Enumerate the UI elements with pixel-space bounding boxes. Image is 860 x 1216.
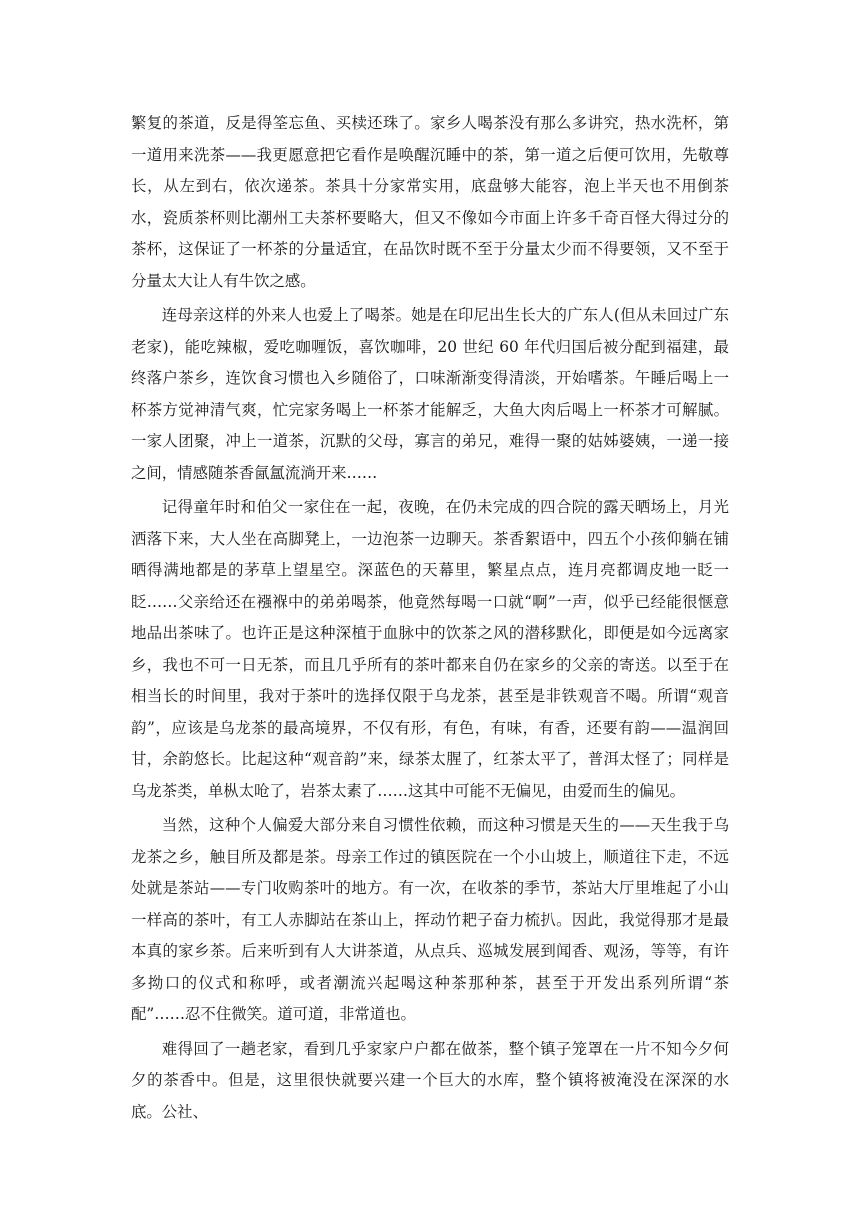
paragraph-mother-tea: 连母亲这样的外来人也爱上了喝茶。她是在印尼出生长大的广东人(但从未回过广东老家)，能吃辣椒，爱吃咖喱饭，喜饮咖啡，20 世纪 60 年代归国后被分配到福建，最终落户茶乡，连饮食习惯也入乡随俗了，口味渐渐变得清淡，开始嗜茶。午睡后喝上一杯茶方觉神清气爽，忙完家务喝上一杯茶才能解乏，大鱼大肉后喝上一杯茶才可解腻。一家人团聚，冲上一道茶，沉默的父母，寡言的弟兄，难得一聚的姑姊婆姨，一递一接之间，情感随茶香氤氲流淌开来……: [131, 306, 729, 482]
paragraph-continued: 繁复的茶道，反是得筌忘鱼、买椟还珠了。家乡人喝茶没有那么多讲究，热水洗杯，第一道用来洗茶——我更愿意把它看作是唤醒沉睡中的茶，第一道之后便可饮用，先敬尊长，从左到右，依次递茶。茶具十分家常实用，底盘够大能容，泡上半天也不用倒茶水，瓷质茶杯则比潮州工夫茶杯要略大，但又不像如今市面上许多千奇百怪大得过分的茶杯，这保证了一杯茶的分量适宜，在品饮时既不至于分量太少而不得要领，又不至于分量太大让人有牛饮之感。: [131, 114, 729, 290]
paragraph-childhood-memory: 记得童年时和伯父一家住在一起，夜晚，在仍未完成的四合院的露天晒场上，月光洒落下来，大人坐在高脚凳上，一边泡茶一边聊天。茶香絮语中，四五个小孩仰躺在铺晒得满地都是的茅草上望星空。深蓝色的天幕里，繁星点点，连月亮都调皮地一眨一眨……父亲给还在襁褓中的弟弟喝茶，他竟然每喝一口就“啊”一声，似乎已经能很惬意地品出茶味了。也许正是这种深植于血脉中的饮茶之风的潜移默化，即便是如今远离家乡，我也不可一日无茶，而且几乎所有的茶叶都来自仍在家乡的父亲的寄送。以至于在相当长的时间里，我对于茶叶的选择仅限于乌龙茶，甚至是非铁观音不喝。所谓“观音韵”，应该是乌龙茶的最高境界，不仅有形，有色，有味，有香，还要有韵——温润回甘，余韵悠长。比起这种“观音韵”来，绿茶太腥了，红茶太平了，普洱太怪了；同样是乌龙茶类，单枞太呛了，岩茶太素了……这其中可能不无偏见，由爱而生的偏见。: [131, 498, 729, 800]
paragraph-return-home: 难得回了一趟老家，看到几乎家家户户都在做茶，整个镇子笼罩在一片不知今夕何夕的茶香中。但是，这里很快就要兴建一个巨大的水库，整个镇将被淹没在深深的水底。公社、: [131, 1039, 729, 1121]
article-body: [131, 108, 729, 1128]
paragraph-personal-preference: 当然，这种个人偏爱大部分来自习惯性依赖，而这种习惯是天生的——天生我于乌龙茶之乡，触目所及都是茶。母亲工作过的镇医院在一个小山坡上，顺道往下走，不远处就是茶站——专门收购茶叶的地方。有一次，在收茶的季节，茶站大厅里堆起了小山一样高的茶叶，有工人赤脚站在茶山上，挥动竹耙子奋力梳扒。因此，我觉得那才是最本真的家乡茶。后来听到有人大讲茶道，从点兵、巡城发展到闻香、观汤，等等，有许多拗口的仪式和称呼，或者潮流兴起喝这种茶那种茶，甚至于开发出系列所谓“茶配”……忍不住微笑。道可道，非常道也。: [131, 816, 729, 1023]
